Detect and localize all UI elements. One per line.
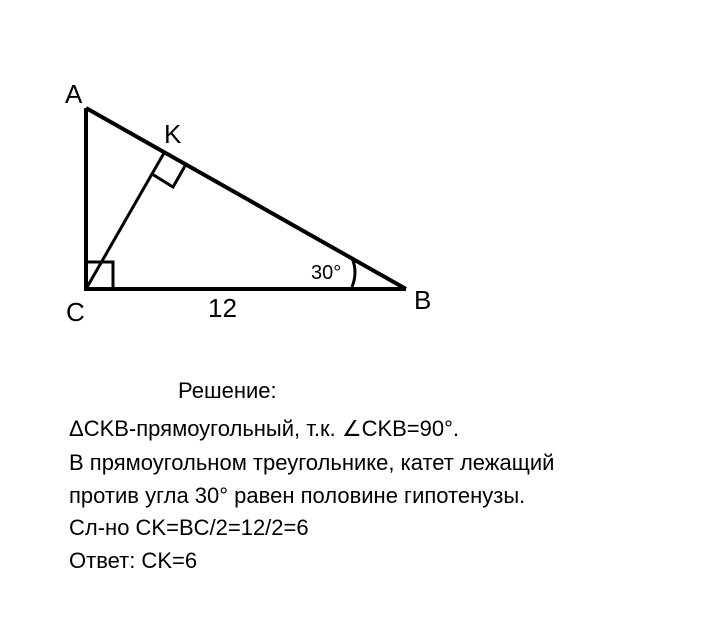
angle-b-label: 30° [311, 262, 342, 284]
solution-line-1: ΔCKB-прямоугольный, т.к. ∠CKB=90°. [69, 416, 460, 441]
solution-line-4: Сл-но CK=BC/2=12/2=6 [69, 515, 309, 540]
side-ab [86, 108, 406, 289]
solution-answer: Ответ: CK=6 [69, 548, 198, 573]
angle-arc-b [352, 258, 355, 287]
side-bc-length-label: 12 [208, 293, 237, 323]
altitude-ck [86, 153, 164, 289]
solution-line-3: против угла 30° равен половине гипотенузы. [69, 483, 526, 508]
point-label-k: K [164, 119, 182, 149]
right-angle-mark-k [152, 166, 185, 187]
point-label-b: B [414, 285, 432, 315]
solution-heading: Решение: [178, 378, 277, 403]
point-label-c: C [66, 297, 85, 327]
solution-line-2: В прямоугольном треугольнике, катет лежащий [69, 450, 555, 475]
point-label-a: A [65, 79, 83, 109]
